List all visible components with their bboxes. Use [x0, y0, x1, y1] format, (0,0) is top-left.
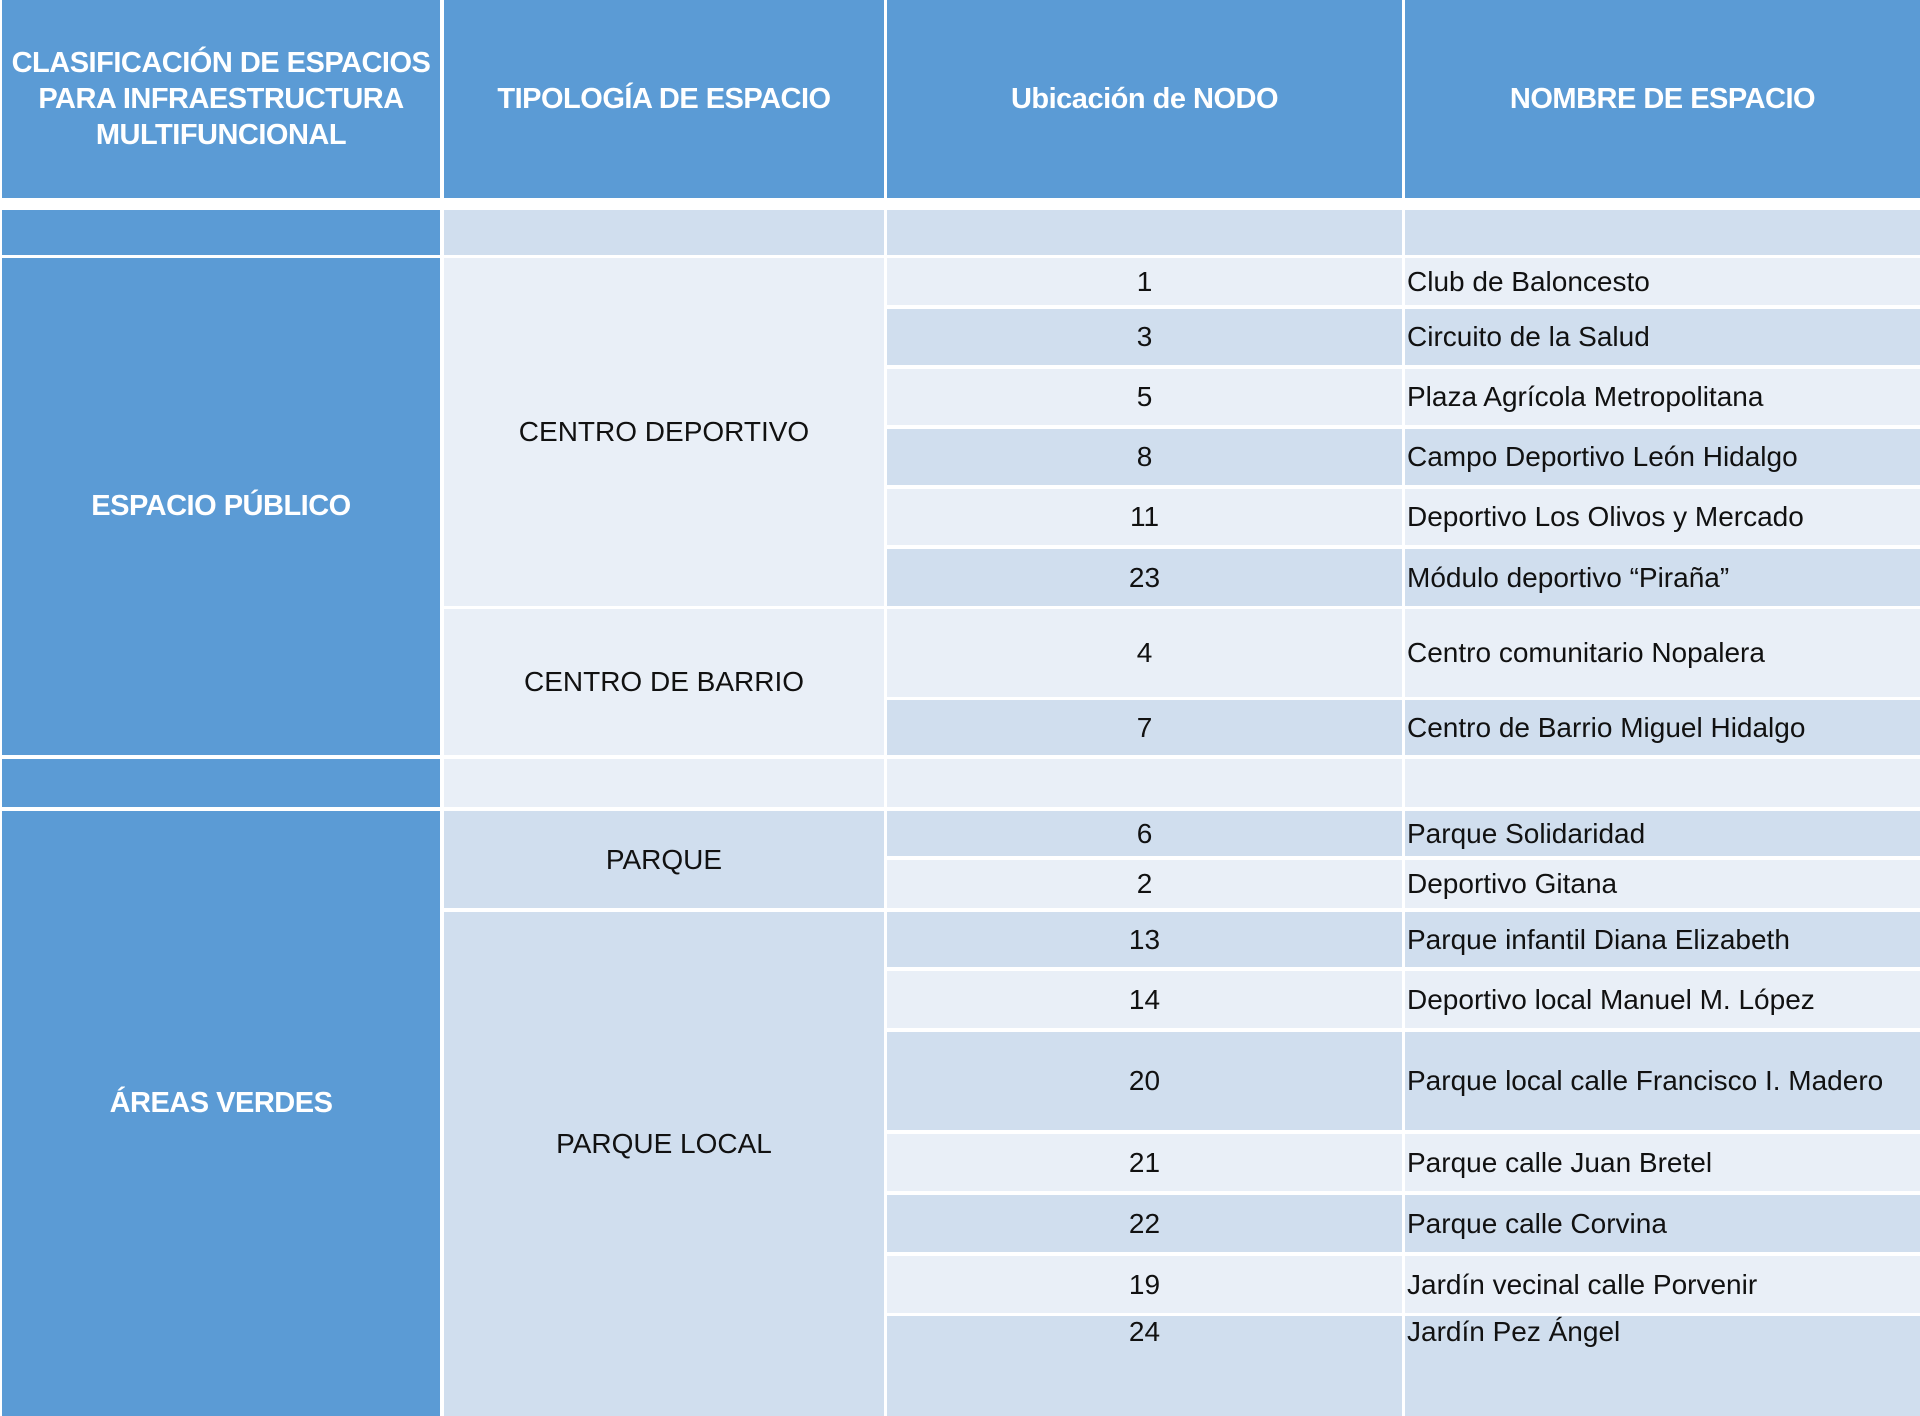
table-row-nodo: 24 [887, 1316, 1402, 1416]
spacer-cell [444, 210, 884, 255]
spacer-cell [444, 759, 884, 807]
table-row-nombre: Deportivo Los Olivos y Mercado [1405, 489, 1920, 545]
table-row-nodo: 23 [887, 549, 1402, 606]
spacer-cell [887, 759, 1402, 807]
spacer-category-2 [2, 759, 440, 807]
table-row-nodo: 20 [887, 1032, 1402, 1130]
table-row-nodo: 2 [887, 860, 1402, 908]
table-row-nodo: 19 [887, 1256, 1402, 1313]
typology-centro-deportivo-label: CENTRO DEPORTIVO [518, 416, 810, 447]
table-row-nodo: 21 [887, 1134, 1402, 1191]
table-row-nombre: Parque local calle Francisco I. Madero [1405, 1032, 1920, 1130]
table-row-nodo: 8 [887, 429, 1402, 485]
typology-centro-de-barrio [444, 609, 884, 755]
table-row-nombre: Club de Baloncesto [1405, 258, 1920, 305]
header-clasificacion [2, 0, 440, 198]
table-row-nombre: Deportivo local Manuel M. López [1405, 971, 1920, 1028]
header-ubicacion-nodo [887, 0, 1402, 198]
typology-centro-deportivo [444, 258, 884, 606]
category-espacio-publico-label: ESPACIO PÚBLICO [91, 490, 351, 522]
header-clasificacion-label: CLASIFICACIÓN DE ESPACIOS PARA INFRAESTRUCTURA MULTIFUNCIONAL [11, 47, 431, 151]
table-row-nombre: Parque infantil Diana Elizabeth [1405, 912, 1920, 967]
header-ubicacion-nodo-label: Ubicación de NODO [1010, 83, 1279, 115]
typology-parque-label: PARQUE [605, 843, 723, 875]
table-row-nombre: Jardín Pez Ángel [1405, 1316, 1920, 1416]
table-row-nodo: 6 [887, 811, 1402, 856]
typology-parque-local [444, 912, 884, 1416]
table-row-nodo: 22 [887, 1195, 1402, 1252]
table-row-nombre: Deportivo Gitana [1405, 860, 1920, 908]
spacer-cell [887, 210, 1402, 255]
table-row-nombre: Campo Deportivo León Hidalgo [1405, 429, 1920, 485]
table-row-nombre: Parque Solidaridad [1405, 811, 1920, 856]
header-nombre-espacio [1405, 0, 1920, 198]
table-row-nombre: Módulo deportivo “Piraña” [1405, 549, 1920, 606]
table-row-nodo: 7 [887, 700, 1402, 755]
table-row-nodo: 1 [887, 258, 1402, 305]
header-tipologia-label: TIPOLOGÍA DE ESPACIO [497, 83, 831, 115]
table-row-nombre: Circuito de la Salud [1405, 309, 1920, 365]
table-row-nodo: 14 [887, 971, 1402, 1028]
typology-centro-de-barrio-label: CENTRO DE BARRIO [523, 666, 805, 697]
category-espacio-publico [2, 258, 440, 755]
header-tipologia [444, 0, 884, 198]
table-row-nombre: Parque calle Juan Bretel [1405, 1134, 1920, 1191]
spacer-cell [1405, 759, 1920, 807]
spacer-category-1 [2, 210, 440, 255]
typology-parque-local-label: PARQUE LOCAL [556, 1128, 772, 1159]
table-row-nodo: 5 [887, 369, 1402, 425]
table-row-nombre: Centro comunitario Nopalera [1405, 609, 1920, 697]
table-row-nodo: 13 [887, 912, 1402, 967]
table-row-nombre: Plaza Agrícola Metropolitana [1405, 369, 1920, 425]
table-row-nodo: 3 [887, 309, 1402, 365]
category-areas-verdes-label: ÁREAS VERDES [109, 1087, 333, 1119]
table-row-nombre: Centro de Barrio Miguel Hidalgo [1405, 700, 1920, 755]
table-row-nodo: 11 [887, 489, 1402, 545]
table-row-nodo: 4 [887, 609, 1402, 697]
typology-parque [444, 811, 884, 908]
table-row-nombre: Parque calle Corvina [1405, 1195, 1920, 1252]
header-nombre-espacio-label: NOMBRE DE ESPACIO [1509, 83, 1816, 115]
table-row-nombre: Jardín vecinal calle Porvenir [1405, 1256, 1920, 1313]
spacer-cell [1405, 210, 1920, 255]
category-areas-verdes [2, 811, 440, 1416]
